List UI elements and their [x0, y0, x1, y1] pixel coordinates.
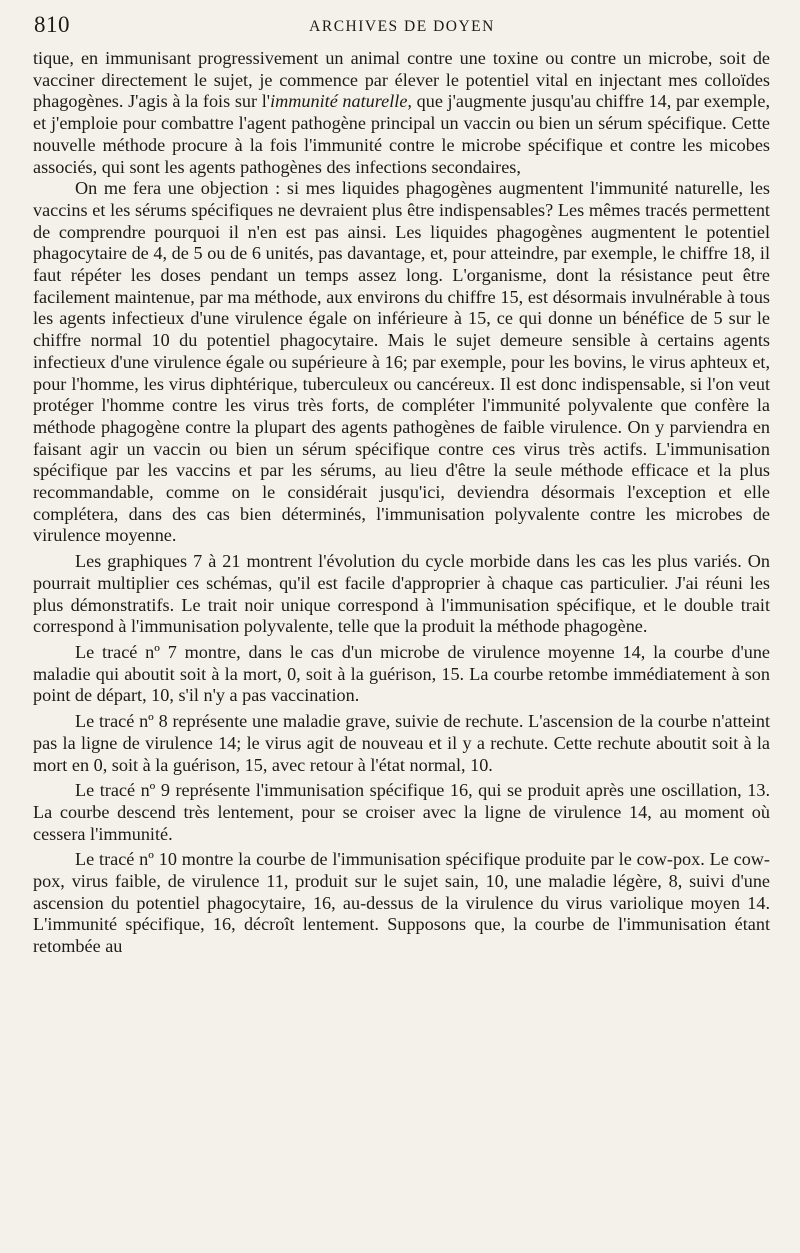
paragraph-continuation	[33, 48, 770, 178]
paragraph-trace-8: Le tracé nº 8 représente une maladie grave, suivie de rechute. L'ascension de la courbe n'atteint pas la ligne de virulence 14; le virus agit de nouveau et il y a rechute. Cette rechute aboutit soit à la mort en 0, soit à la guérison, 15, avec retour à l'état normal, 10.	[33, 711, 770, 775]
page-number: 810	[34, 12, 70, 37]
running-title: ARCHIVES DE DOYEN	[309, 18, 495, 35]
running-header	[34, 12, 770, 42]
paragraph-objection: On me fera une objection : si mes liquides phagogènes augmentent l'immunité naturelle, les vaccins et les sérums spécifiques ne devraient plus être indispensables? Les mêmes tracés permettent de comprendre pourquoi il n'en est pas ainsi. Les liquides phagogènes augmentent le potentiel phagocytaire de 4, de 5 ou de 6 unités, pas davantage, et, pour atteindre, par exemple, le chiffre 18, il faut répéter les doses pendant un temps assez long. L'organisme, dont la résistance peut être facilement maintenue, par ma méthode, aux environs du chiffre 15, est désormais invulnérable à tous les agents infectieux d'une virulence égale on inférieure à 15, ce qui donne un bénéfice de 5 sur le chiffre normal 10 du potentiel phagocytaire. Mais le sujet demeure sensible à certains agents infectieux d'une virulence égale ou supérieure à 16; par exemple, pour les bovins, le virus aphteux et, pour l'homme, les virus diphtérique, tuberculeux ou cancéreux. Il est donc indispensable, si l'on veut protéger l'homme contre les virus très forts, de compléter l'immunité polyvalente que confère la méthode phagogène contre la plupart des agents pathogènes de faible virulence. On y parviendra en faisant agir un vaccin ou bien un sérum spécifique contre ces virus très actifs. L'immunisation spécifique par les vaccins et par les sérums, au lieu d'être la seule méthode efficace et la plus recommandable, comme on le considérait jusqu'ici, deviendra désormais l'exception et elle complétera, dans des cas bien déterminés, l'immunisation polyvalente contre les microbes de virulence moyenne.	[33, 178, 770, 546]
paragraph-1-text-after: que j'augmente jusqu'au chiffre 14, par exemple, et j'emploie pour combattre l'agent pathogène principal un vaccin ou bien un sérum spécifique. Cette nouvelle méthode procure à la fois l'immunité contre le microbe spécifique et contre les micobes associés, qui sont les agents pathogènes des infections secondaires,	[33, 91, 770, 177]
paragraph-trace-9: Le tracé nº 9 représente l'immunisation spécifique 16, qui se produit après une oscillation, 13. La courbe descend très lentement, pour se croiser avec la ligne de virulence 14, au moment où cessera l'immunité.	[33, 780, 770, 844]
paragraph-1-text-before: tique, en immunisant progressivement un animal contre une toxine ou contre un microbe, soit de vacciner directement le sujet, je commence par élever le potentiel vital en injectant mes colloïdes phagogènes. J'agis à la fois sur l'	[33, 48, 770, 112]
paragraph-trace-10: Le tracé nº 10 montre la courbe de l'immunisation spécifique produite par le cow-pox. Le cow-pox, virus faible, de virulence 11, produit sur le sujet sain, 10, une maladie légère, 8, suivi d'une ascension du potentiel phagocytaire, 16, au-dessus de la virulence du virus variolique moyen 14. L'immunité spécifique, 16, décroît lentement. Supposons que, la courbe de l'immunisation étant retombée au	[33, 849, 770, 957]
paragraph-graphiques: Les graphiques 7 à 21 montrent l'évolution du cycle morbide dans les cas les plus variés. On pourrait multiplier ces schémas, qu'il est facile d'approprier à chaque cas particulier. J'ai réuni les plus démonstratifs. Le trait noir unique correspond à l'immunisation spécifique, et le double trait correspond à l'immunisation polyvalente, telle que la produit la méthode phagogène.	[33, 551, 770, 637]
body-text	[33, 48, 770, 958]
emphasis-immunite-naturelle: immunité naturelle,	[270, 91, 412, 112]
paragraph-trace-7: Le tracé nº 7 montre, dans le cas d'un microbe de virulence moyenne 14, la courbe d'une maladie qui aboutit soit à la mort, 0, soit à la guérison, 15. La courbe retombe immédiatement à son point de départ, 10, s'il n'y a pas vaccination.	[33, 641, 770, 706]
